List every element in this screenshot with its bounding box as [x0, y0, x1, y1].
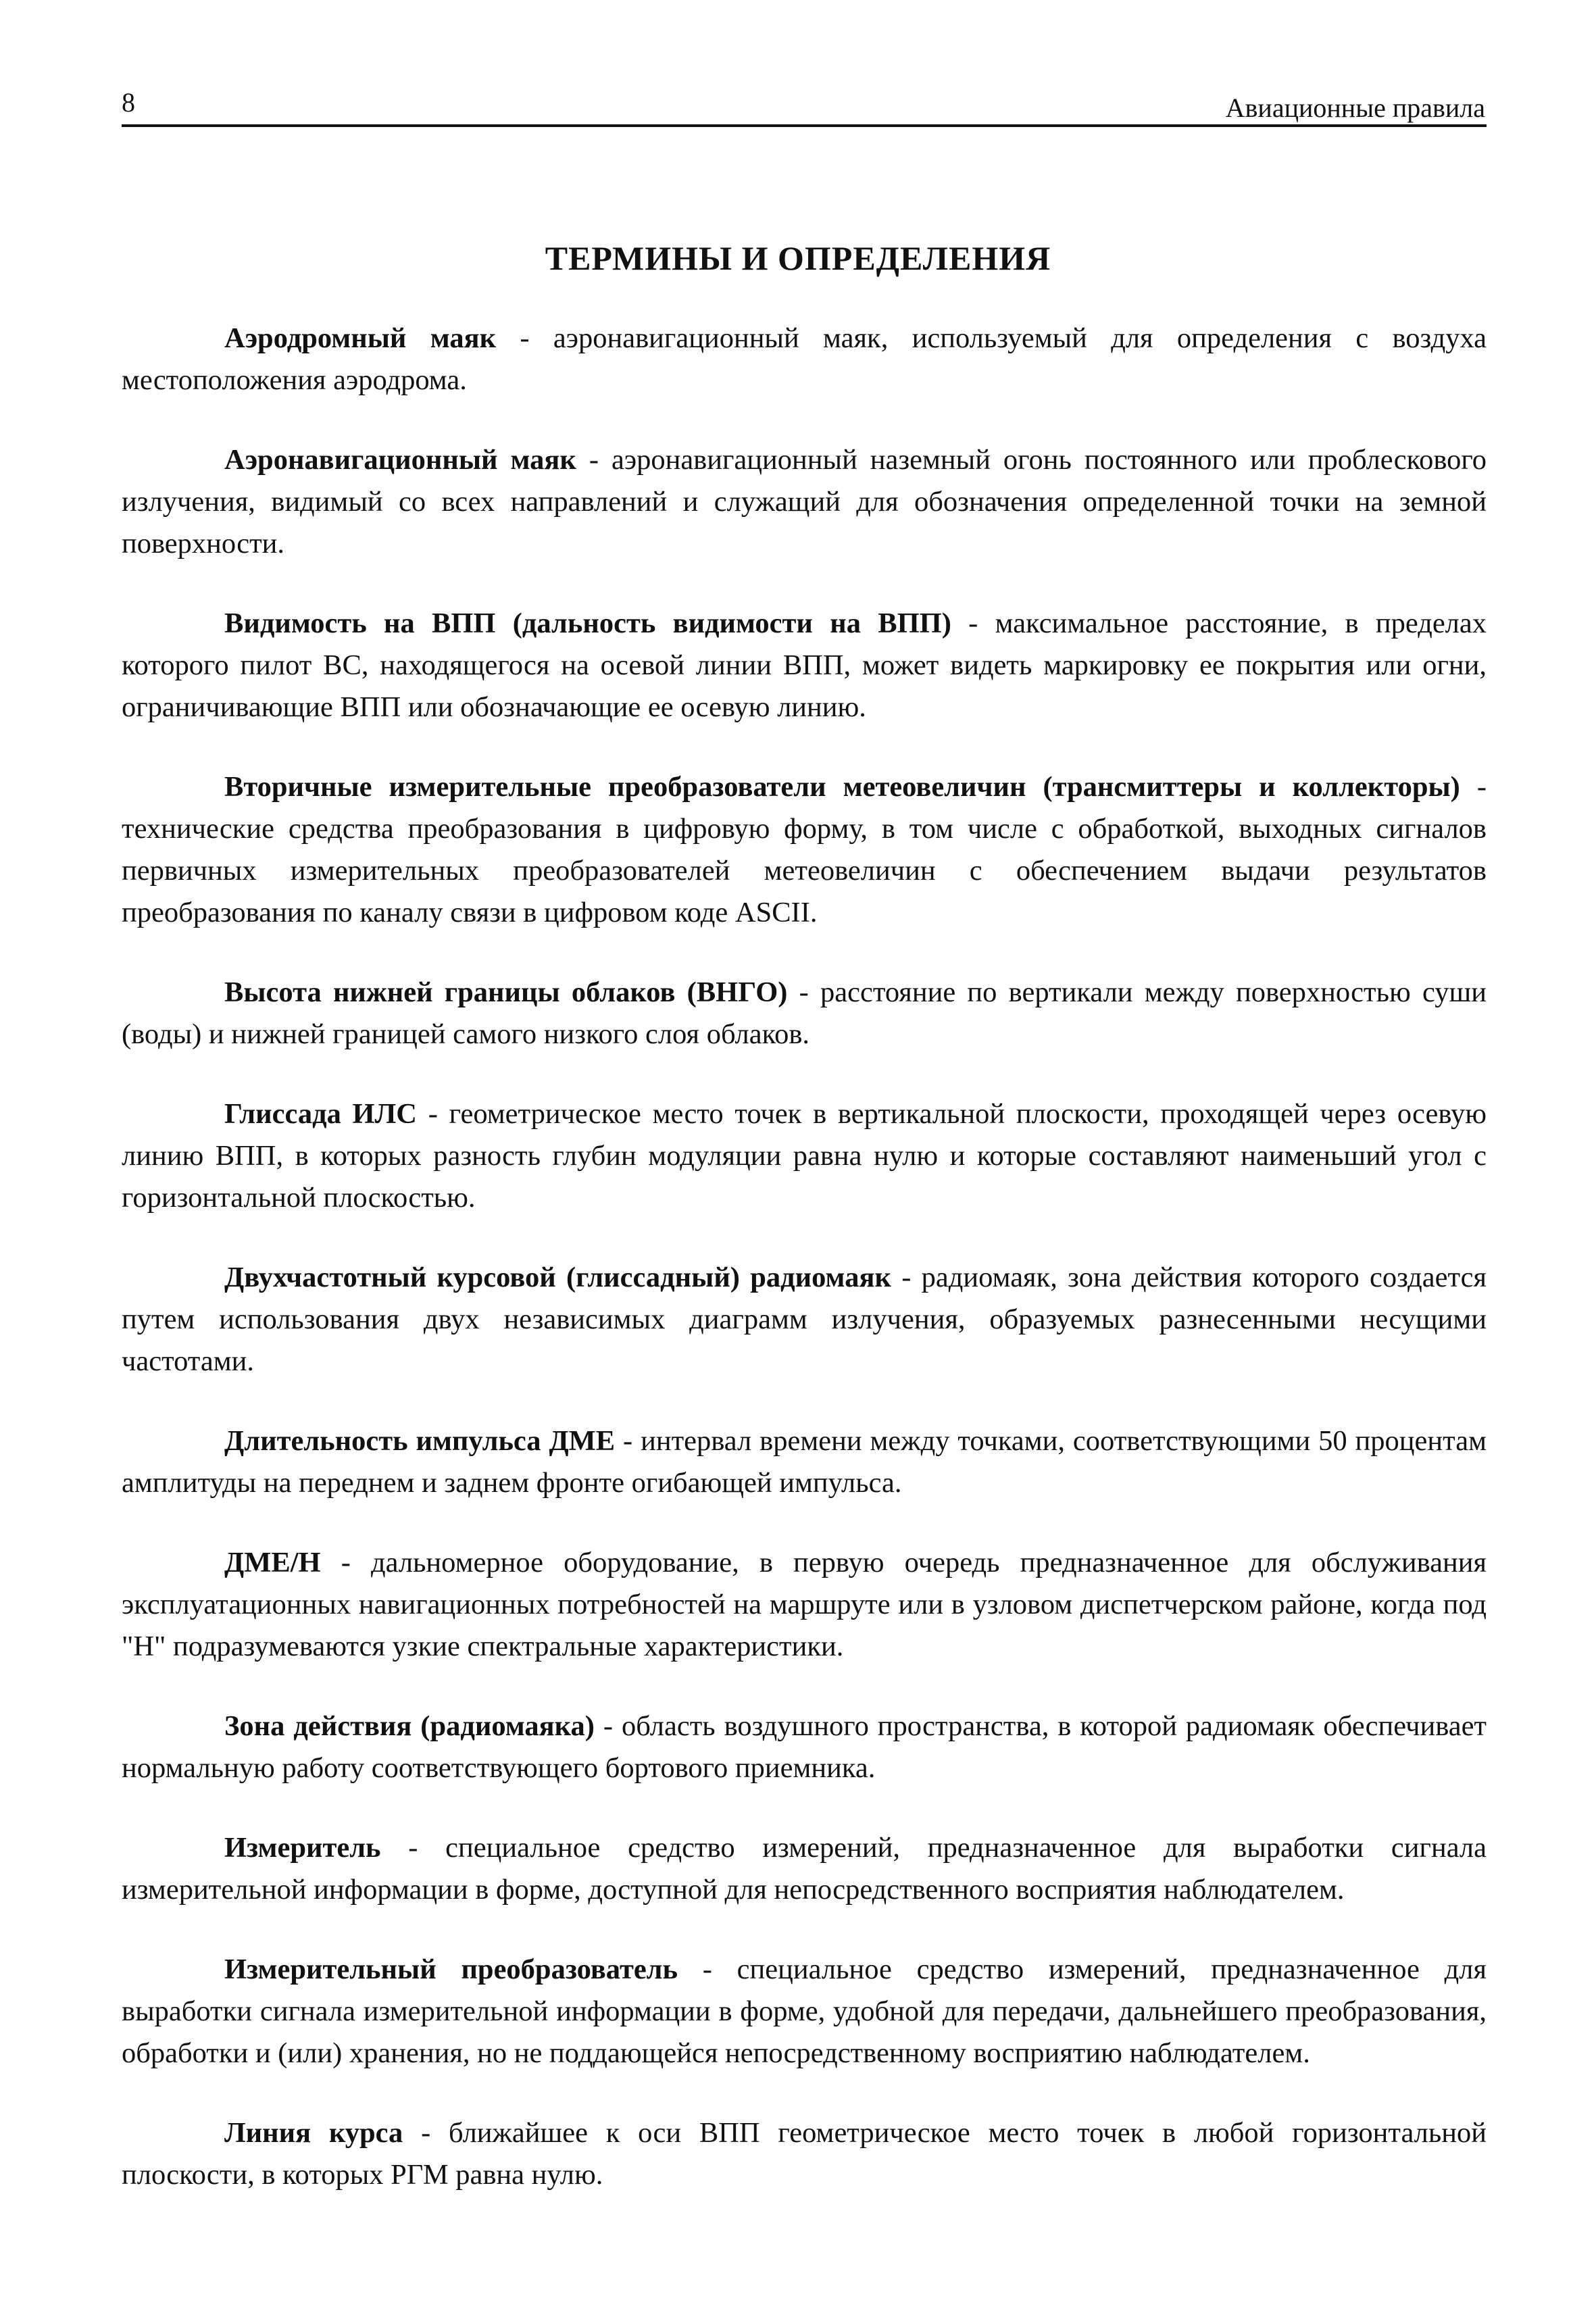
- definition: аэронавигационный наземный огонь постоянного или проблескового излучения, видимый со всех направлений и служащий для обозначения определенной точки на земной поверхности.: [122, 444, 1487, 559]
- definition: область воздушного пространства, в которой радиомаяк обеспечивает нормальную работу соответствующего бортового приемника.: [122, 1710, 1487, 1784]
- definitions-list: [122, 318, 1487, 2234]
- definition-entry: [122, 1949, 1487, 2074]
- definition: расстояние по вертикали между поверхностью суши (воды) и нижней границей самого низкого слоя облаков.: [122, 976, 1487, 1050]
- separator: -: [951, 607, 995, 639]
- definition-entry: [122, 1257, 1487, 1383]
- separator: -: [1460, 771, 1487, 803]
- definition: радиомаяк, зона действия которого создается путем использования двух независимых диаграмм излучения, образуемых разнесенными несущими частотами.: [122, 1262, 1487, 1377]
- definition: интервал времени между точками, соответствующими 50 процентам амплитуды на переднем и заднем фронте огибающей импульса.: [122, 1425, 1487, 1499]
- definition: специальное средство измерений, предназначенное для выработки сигнала измерительной информации в форме, доступной для непосредственного восприятия наблюдателем.: [122, 1832, 1487, 1906]
- term: Длительность импульса ДМЕ: [224, 1425, 616, 1457]
- separator: -: [496, 322, 553, 354]
- separator: -: [787, 976, 821, 1008]
- separator: -: [576, 444, 612, 476]
- term: Зона действия (радиомаяка): [224, 1710, 595, 1742]
- definition: ближайшее к оси ВПП геометрическое место точек в любой горизонтальной плоскости, в которых РГМ равна нулю.: [122, 2117, 1487, 2191]
- definition: геометрическое место точек в вертикальной плоскости, проходящей через осевую линию ВПП, в которых разность глубин модуляции равна нулю и которые составляют наименьший угол с горизонтальной плоскостью.: [122, 1098, 1487, 1214]
- running-title: Авиационные правила: [1225, 93, 1485, 123]
- term: Высота нижней границы облаков (ВНГО): [224, 976, 788, 1008]
- definition-entry: [122, 1420, 1487, 1504]
- definition-entry: [122, 1827, 1487, 1911]
- page-header: [122, 86, 1485, 127]
- separator: -: [320, 1547, 371, 1578]
- definition: дальномерное оборудование, в первую очередь предназначенное для обслуживания эксплуатационных навигационных потребностей на маршруте или в узловом диспетчерском районе, когда под "Н" подразумеваются узкие спектральные характеристики.: [122, 1547, 1487, 1662]
- definition-entry: [122, 972, 1487, 1055]
- section-title: ТЕРМИНЫ И ОПРЕДЕЛЕНИЯ: [545, 239, 1051, 277]
- definition-entry: [122, 318, 1487, 401]
- definition-entry: [122, 1706, 1487, 1789]
- separator: -: [615, 1425, 641, 1457]
- separator: -: [891, 1262, 922, 1293]
- header-rule: [122, 124, 1487, 127]
- term: Глиссада ИЛС: [224, 1098, 417, 1130]
- definition-entry: [122, 603, 1487, 728]
- page-number: 8: [122, 87, 135, 118]
- definition-entry: [122, 1542, 1487, 1668]
- term: Линия курса: [224, 2117, 403, 2149]
- definition-entry: [122, 439, 1487, 565]
- term: Вторичные измерительные преобразователи метеовеличин (трансмиттеры и коллекторы): [224, 771, 1460, 803]
- separator: -: [594, 1710, 622, 1742]
- definition-entry: [122, 2112, 1487, 2196]
- term: Аэронавигационный маяк: [224, 444, 576, 476]
- term: Измерительный преобразователь: [224, 1953, 678, 1985]
- term: Аэродромный маяк: [224, 322, 497, 354]
- definition: максимальное расстояние, в пределах которого пилот ВС, находящегося на осевой линии ВПП, может видеть маркировку ее покрытия или огни, ограничивающие ВПП или обозначающие ее осевую линию.: [122, 607, 1487, 723]
- separator: -: [380, 1832, 446, 1864]
- separator: -: [678, 1953, 737, 1985]
- term: Двухчастотный курсовой (глиссадный) радиомаяк: [224, 1262, 891, 1293]
- definition-entry: [122, 1093, 1487, 1219]
- term: Видимость на ВПП (дальность видимости на ВПП): [224, 607, 951, 639]
- term: ДМЕ/Н: [224, 1547, 321, 1578]
- term: Измеритель: [224, 1832, 381, 1864]
- separator: -: [403, 2117, 449, 2149]
- definition: аэронавигационный маяк, используемый для определения с воздуха местоположения аэродрома.: [122, 322, 1487, 396]
- definition: специальное средство измерений, предназначенное для выработки сигнала измерительной информации в форме, удобной для передачи, дальнейшего преобразования, обработки и (или) хранения, но не поддающейся непосредственному восприятию наблюдателем.: [122, 1953, 1487, 2069]
- definition: технические средства преобразования в цифровую форму, в том числе с обработкой, выходных сигналов первичных измерительных преобразователей метеовеличин с обеспечением выдачи результатов преобразования по каналу связи в цифровом коде ASCII.: [122, 813, 1487, 928]
- definition-entry: [122, 766, 1487, 934]
- separator: -: [416, 1098, 449, 1130]
